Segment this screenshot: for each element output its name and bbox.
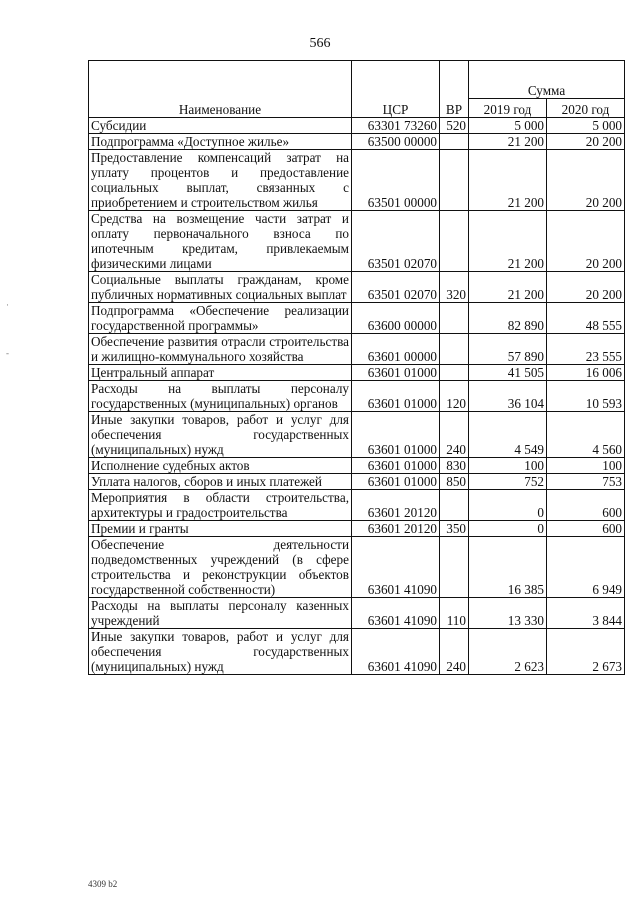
row-sum-2019: 16 385 <box>469 537 547 598</box>
row-csr: 63601 01000 <box>352 412 440 458</box>
header-year-2020: 2020 год <box>547 98 625 117</box>
row-vr <box>440 537 469 598</box>
row-csr: 63601 20120 <box>352 521 440 537</box>
row-csr: 63601 41090 <box>352 537 440 598</box>
row-sum-2019: 13 330 <box>469 598 547 629</box>
row-sum-2019: 21 200 <box>469 134 547 150</box>
margin-dot: · <box>6 300 9 310</box>
row-name: Обеспечение развития отрасли строительства и жилищно-коммунального хозяйства <box>89 334 352 365</box>
margin-dash: - <box>6 348 9 358</box>
row-name: Премии и гранты <box>89 521 352 537</box>
table-body <box>89 118 625 675</box>
table-row <box>89 272 625 303</box>
page-number: 566 <box>309 36 331 51</box>
row-name: Расходы на выплаты персоналу казенных учреждений <box>89 598 352 629</box>
row-sum-2020: 100 <box>547 458 625 474</box>
budget-table <box>88 60 625 675</box>
row-sum-2020: 20 200 <box>547 272 625 303</box>
row-sum-2020: 3 844 <box>547 598 625 629</box>
row-csr: 63601 20120 <box>352 490 440 521</box>
row-sum-2019: 0 <box>469 521 547 537</box>
row-sum-2019: 5 000 <box>469 118 547 134</box>
row-csr: 63601 01000 <box>352 365 440 381</box>
header-sum: Сумма <box>469 61 625 99</box>
table-row <box>89 150 625 211</box>
row-sum-2019: 4 549 <box>469 412 547 458</box>
row-csr: 63601 00000 <box>352 334 440 365</box>
table-row <box>89 474 625 490</box>
table-row <box>89 537 625 598</box>
row-name: Центральный аппарат <box>89 365 352 381</box>
row-name: Иные закупки товаров, работ и услуг для обеспечения государственных (муниципальных) нужд <box>89 629 352 675</box>
row-csr: 63601 41090 <box>352 598 440 629</box>
row-vr: 320 <box>440 272 469 303</box>
row-sum-2019: 21 200 <box>469 211 547 272</box>
row-sum-2020: 48 555 <box>547 303 625 334</box>
row-sum-2019: 21 200 <box>469 150 547 211</box>
row-sum-2019: 2 623 <box>469 629 547 675</box>
row-vr <box>440 150 469 211</box>
row-sum-2020: 4 560 <box>547 412 625 458</box>
table-row <box>89 490 625 521</box>
row-name: Средства на возмещение части затрат и оплату первоначального взноса по ипотечным кредитам, привлекаемым физическими лицами <box>89 211 352 272</box>
row-name: Подпрограмма «Обеспечение реализации государственной программы» <box>89 303 352 334</box>
row-name: Обеспечение деятельности подведомственных учреждений (в сфере строительства и реконструкции объектов государственной собственности) <box>89 537 352 598</box>
row-csr: 63600 00000 <box>352 303 440 334</box>
row-csr: 63500 00000 <box>352 134 440 150</box>
row-sum-2020: 600 <box>547 521 625 537</box>
row-csr: 63501 00000 <box>352 150 440 211</box>
row-name: Подпрограмма «Доступное жилье» <box>89 134 352 150</box>
row-vr <box>440 334 469 365</box>
row-sum-2020: 753 <box>547 474 625 490</box>
row-csr: 63601 01000 <box>352 458 440 474</box>
row-sum-2020: 5 000 <box>547 118 625 134</box>
row-name: Исполнение судебных актов <box>89 458 352 474</box>
header-year-2019: 2019 год <box>469 98 547 117</box>
table-row <box>89 134 625 150</box>
row-name: Субсидии <box>89 118 352 134</box>
row-sum-2019: 82 890 <box>469 303 547 334</box>
row-sum-2019: 36 104 <box>469 381 547 412</box>
table-row <box>89 118 625 134</box>
table-row <box>89 211 625 272</box>
row-sum-2020: 6 949 <box>547 537 625 598</box>
row-name: Предоставление компенсаций затрат на уплату процентов и предоставление социальных выплат, связанных с приобретением и строительством жилья <box>89 150 352 211</box>
row-sum-2019: 41 505 <box>469 365 547 381</box>
row-sum-2019: 0 <box>469 490 547 521</box>
row-vr: 120 <box>440 381 469 412</box>
row-vr <box>440 211 469 272</box>
row-sum-2019: 21 200 <box>469 272 547 303</box>
row-sum-2020: 20 200 <box>547 150 625 211</box>
row-sum-2020: 23 555 <box>547 334 625 365</box>
row-sum-2019: 100 <box>469 458 547 474</box>
row-csr: 63501 02070 <box>352 211 440 272</box>
row-sum-2019: 57 890 <box>469 334 547 365</box>
table-row <box>89 381 625 412</box>
table-row <box>89 412 625 458</box>
row-csr: 63501 02070 <box>352 272 440 303</box>
row-sum-2020: 20 200 <box>547 211 625 272</box>
row-vr <box>440 365 469 381</box>
footer-code: 4309 b2 <box>88 879 118 889</box>
row-name: Социальные выплаты гражданам, кроме публичных нормативных социальных выплат <box>89 272 352 303</box>
row-csr: 63301 73260 <box>352 118 440 134</box>
header-csr: ЦСР <box>352 61 440 118</box>
row-name: Уплата налогов, сборов и иных платежей <box>89 474 352 490</box>
row-csr: 63601 01000 <box>352 381 440 412</box>
table-row <box>89 598 625 629</box>
row-name: Иные закупки товаров, работ и услуг для обеспечения государственных (муниципальных) нужд <box>89 412 352 458</box>
row-vr: 830 <box>440 458 469 474</box>
row-vr: 110 <box>440 598 469 629</box>
row-sum-2020: 20 200 <box>547 134 625 150</box>
row-vr: 350 <box>440 521 469 537</box>
row-name: Мероприятия в области строительства, архитектуры и градостроительства <box>89 490 352 521</box>
row-vr <box>440 303 469 334</box>
row-vr <box>440 134 469 150</box>
row-vr <box>440 490 469 521</box>
table-row <box>89 365 625 381</box>
table-row <box>89 303 625 334</box>
table-row <box>89 629 625 675</box>
row-sum-2020: 16 006 <box>547 365 625 381</box>
row-sum-2020: 2 673 <box>547 629 625 675</box>
row-vr: 850 <box>440 474 469 490</box>
row-vr: 240 <box>440 412 469 458</box>
header-vr: ВР <box>440 61 469 118</box>
row-name: Расходы на выплаты персоналу государственных (муниципальных) органов <box>89 381 352 412</box>
row-sum-2020: 10 593 <box>547 381 625 412</box>
row-vr: 240 <box>440 629 469 675</box>
row-sum-2019: 752 <box>469 474 547 490</box>
row-csr: 63601 01000 <box>352 474 440 490</box>
header-name: Наименование <box>89 61 352 118</box>
row-csr: 63601 41090 <box>352 629 440 675</box>
row-sum-2020: 600 <box>547 490 625 521</box>
table-row <box>89 458 625 474</box>
table-row <box>89 521 625 537</box>
table-row <box>89 334 625 365</box>
row-vr: 520 <box>440 118 469 134</box>
